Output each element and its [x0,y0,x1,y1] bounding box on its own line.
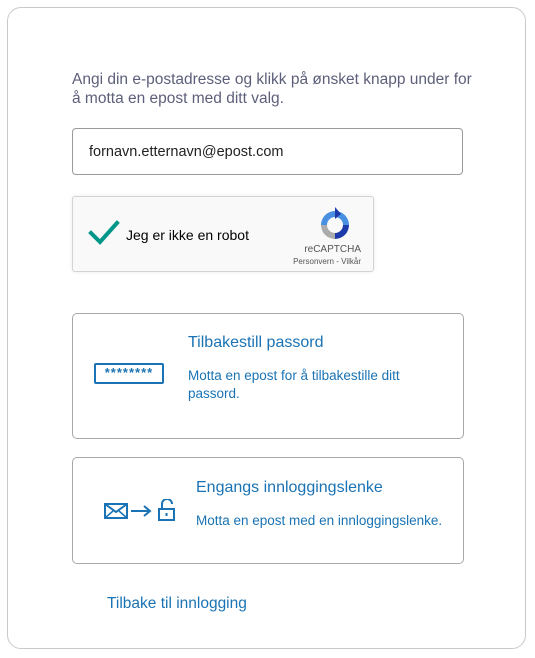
links-separator: - [336,257,339,266]
terms-link[interactable]: Vilkår [341,257,361,266]
recaptcha-label: Jeg er ikke en robot [126,227,249,243]
reset-password-description: Motta en epost for å tilbakestille ditt passord. [188,368,400,401]
email-field[interactable] [72,128,463,175]
recaptcha-widget [72,196,374,272]
envelope-arrow-unlock-icon [104,499,178,521]
reset-password-option[interactable] [72,313,464,439]
checkmark-icon[interactable] [88,219,120,247]
password-field-icon: ******** [94,363,164,384]
recaptcha-links [293,257,361,266]
intro-text: Angi din e-postadresse og klikk på ønsket knapp under for å motta en epost med ditt valg. [72,71,472,107]
privacy-link[interactable]: Personvern [293,257,334,266]
recaptcha-logo-icon [317,207,353,243]
login-link-option[interactable] [72,457,464,564]
login-link-description: Motta en epost med en innloggingslenke. [196,513,443,528]
login-link-title: Engangs innloggingslenke [196,479,383,496]
recaptcha-brand: reCAPTCHA [304,244,361,255]
reset-password-title: Tilbakestill passord [188,334,324,351]
back-to-login-link[interactable]: Tilbake til innlogging [107,595,247,612]
